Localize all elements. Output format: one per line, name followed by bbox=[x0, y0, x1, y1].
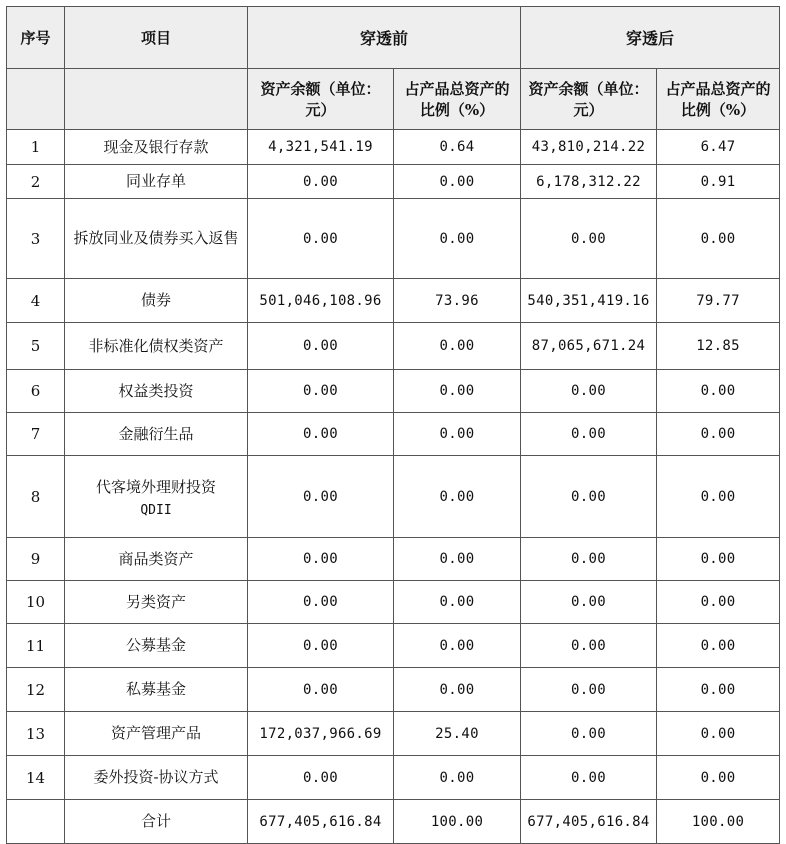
row-after-ratio: 0.00 bbox=[657, 668, 780, 712]
row-before-ratio: 0.00 bbox=[394, 456, 521, 538]
row-item: 非标准化债权类资产 bbox=[65, 323, 248, 370]
row-before-balance: 0.00 bbox=[248, 456, 394, 538]
row-no: 10 bbox=[7, 581, 65, 624]
table-row bbox=[7, 370, 780, 413]
row-after-balance: 6,178,312.22 bbox=[521, 165, 657, 199]
table-row bbox=[7, 756, 780, 800]
row-after-balance: 0.00 bbox=[521, 581, 657, 624]
row-after-balance: 0.00 bbox=[521, 370, 657, 413]
row-item-sub: QDII bbox=[140, 502, 172, 518]
header-row-top bbox=[7, 7, 780, 69]
total-after-balance: 677,405,616.84 bbox=[521, 800, 657, 844]
header-no-blank bbox=[7, 69, 65, 130]
row-before-balance: 0.00 bbox=[248, 370, 394, 413]
header-after-penetration: 穿透后 bbox=[521, 7, 780, 69]
total-before-balance: 677,405,616.84 bbox=[248, 800, 394, 844]
row-item: 拆放同业及债券买入返售 bbox=[65, 199, 248, 279]
row-before-ratio: 73.96 bbox=[394, 279, 521, 323]
row-before-balance: 0.00 bbox=[248, 756, 394, 800]
table-row bbox=[7, 581, 780, 624]
table-row bbox=[7, 130, 780, 165]
table-row bbox=[7, 668, 780, 712]
row-before-ratio: 0.00 bbox=[394, 165, 521, 199]
row-after-ratio: 6.47 bbox=[657, 130, 780, 165]
row-after-ratio: 0.00 bbox=[657, 581, 780, 624]
row-after-ratio: 0.00 bbox=[657, 413, 780, 456]
row-item-cell bbox=[65, 456, 248, 538]
row-item: 权益类投资 bbox=[65, 370, 248, 413]
row-after-balance: 0.00 bbox=[521, 712, 657, 756]
table-row bbox=[7, 165, 780, 199]
row-after-balance: 540,351,419.16 bbox=[521, 279, 657, 323]
row-item: 资产管理产品 bbox=[65, 712, 248, 756]
header-no: 序号 bbox=[7, 7, 65, 69]
row-before-balance: 172,037,966.69 bbox=[248, 712, 394, 756]
asset-allocation-table bbox=[6, 6, 780, 844]
row-before-balance: 0.00 bbox=[248, 323, 394, 370]
row-after-ratio: 0.00 bbox=[657, 756, 780, 800]
row-item: 代客境外理财投资 bbox=[95, 478, 216, 497]
table-row bbox=[7, 199, 780, 279]
row-after-ratio: 0.00 bbox=[657, 370, 780, 413]
table-row bbox=[7, 624, 780, 668]
row-before-ratio: 25.40 bbox=[394, 712, 521, 756]
row-after-ratio: 0.00 bbox=[657, 624, 780, 668]
table-row bbox=[7, 413, 780, 456]
row-no: 12 bbox=[7, 668, 65, 712]
total-label: 合计 bbox=[65, 800, 248, 844]
row-before-ratio: 0.00 bbox=[394, 756, 521, 800]
header-after-ratio: 占产品总资产的比例（%） bbox=[657, 69, 780, 130]
row-before-ratio: 0.64 bbox=[394, 130, 521, 165]
table-row bbox=[7, 712, 780, 756]
table-body bbox=[7, 130, 780, 844]
row-after-ratio: 0.00 bbox=[657, 199, 780, 279]
table-row bbox=[7, 538, 780, 581]
row-item: 委外投资-协议方式 bbox=[65, 756, 248, 800]
row-after-ratio: 79.77 bbox=[657, 279, 780, 323]
header-item: 项目 bbox=[65, 7, 248, 69]
total-after-ratio: 100.00 bbox=[657, 800, 780, 844]
row-after-ratio: 0.00 bbox=[657, 538, 780, 581]
row-before-ratio: 0.00 bbox=[394, 668, 521, 712]
row-after-balance: 0.00 bbox=[521, 624, 657, 668]
row-before-ratio: 0.00 bbox=[394, 323, 521, 370]
row-item: 另类资产 bbox=[65, 581, 248, 624]
row-after-balance: 0.00 bbox=[521, 756, 657, 800]
row-item: 私募基金 bbox=[65, 668, 248, 712]
row-no: 11 bbox=[7, 624, 65, 668]
row-before-ratio: 0.00 bbox=[394, 581, 521, 624]
row-before-balance: 0.00 bbox=[248, 199, 394, 279]
total-no-blank bbox=[7, 800, 65, 844]
row-after-balance: 0.00 bbox=[521, 456, 657, 538]
row-before-balance: 0.00 bbox=[248, 581, 394, 624]
row-after-ratio: 12.85 bbox=[657, 323, 780, 370]
row-before-balance: 0.00 bbox=[248, 624, 394, 668]
row-before-balance: 501,046,108.96 bbox=[248, 279, 394, 323]
row-no: 2 bbox=[7, 165, 65, 199]
row-before-ratio: 0.00 bbox=[394, 624, 521, 668]
row-item: 现金及银行存款 bbox=[65, 130, 248, 165]
row-after-ratio: 0.91 bbox=[657, 165, 780, 199]
row-item: 债券 bbox=[65, 279, 248, 323]
row-after-balance: 0.00 bbox=[521, 538, 657, 581]
row-before-balance: 0.00 bbox=[248, 413, 394, 456]
row-after-balance: 43,810,214.22 bbox=[521, 130, 657, 165]
row-no: 8 bbox=[7, 456, 65, 538]
row-no: 5 bbox=[7, 323, 65, 370]
row-no: 6 bbox=[7, 370, 65, 413]
row-before-ratio: 0.00 bbox=[394, 413, 521, 456]
header-after-balance: 资产余额（单位：元） bbox=[521, 69, 657, 130]
table-row bbox=[7, 323, 780, 370]
row-before-balance: 4,321,541.19 bbox=[248, 130, 394, 165]
row-no: 9 bbox=[7, 538, 65, 581]
header-row-sub bbox=[7, 69, 780, 130]
row-before-balance: 0.00 bbox=[248, 165, 394, 199]
total-before-ratio: 100.00 bbox=[394, 800, 521, 844]
row-before-balance: 0.00 bbox=[248, 538, 394, 581]
row-item: 商品类资产 bbox=[65, 538, 248, 581]
row-no: 7 bbox=[7, 413, 65, 456]
header-before-penetration: 穿透前 bbox=[248, 7, 521, 69]
total-row bbox=[7, 800, 780, 844]
row-after-balance: 0.00 bbox=[521, 668, 657, 712]
header-before-ratio: 占产品总资产的比例（%） bbox=[394, 69, 521, 130]
row-after-balance: 0.00 bbox=[521, 199, 657, 279]
row-no: 14 bbox=[7, 756, 65, 800]
row-after-ratio: 0.00 bbox=[657, 456, 780, 538]
row-after-balance: 87,065,671.24 bbox=[521, 323, 657, 370]
row-no: 1 bbox=[7, 130, 65, 165]
row-before-ratio: 0.00 bbox=[394, 538, 521, 581]
row-after-ratio: 0.00 bbox=[657, 712, 780, 756]
header-item-blank bbox=[65, 69, 248, 130]
row-after-balance: 0.00 bbox=[521, 413, 657, 456]
row-before-ratio: 0.00 bbox=[394, 370, 521, 413]
table-row bbox=[7, 279, 780, 323]
table-row bbox=[7, 456, 780, 538]
row-before-balance: 0.00 bbox=[248, 668, 394, 712]
row-before-ratio: 0.00 bbox=[394, 199, 521, 279]
row-no: 4 bbox=[7, 279, 65, 323]
row-item: 公募基金 bbox=[65, 624, 248, 668]
row-no: 3 bbox=[7, 199, 65, 279]
header-before-balance: 资产余额（单位：元） bbox=[248, 69, 394, 130]
row-no: 13 bbox=[7, 712, 65, 756]
row-item: 金融衍生品 bbox=[65, 413, 248, 456]
row-item: 同业存单 bbox=[65, 165, 248, 199]
